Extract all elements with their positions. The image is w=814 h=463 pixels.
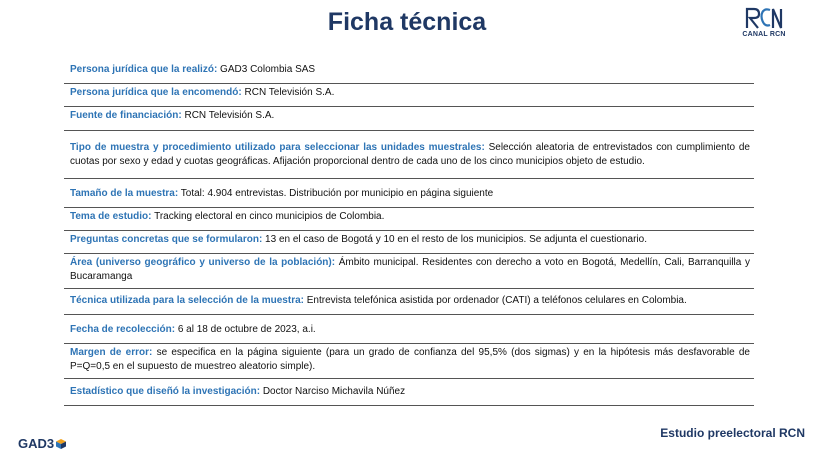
rcn-logo xyxy=(736,6,792,42)
row-value: se especifica en la página siguiente (para un grado de confianza del 95,5% (dos sigmas) y en la hipótesis más desfavorable de P=Q=0,5 en el supuesto de muestreo aleatorio simple). xyxy=(70,347,750,372)
row-label: Tipo de muestra y procedimiento utilizado para seleccionar las unidades muestrales: xyxy=(70,142,485,153)
row-label: Fecha de recolección: xyxy=(70,324,176,335)
row-value: Ámbito municipal. Residentes con derecho a voto en Bogotá, Medellín, Cali, Barranquilla y Bucaramanga xyxy=(70,257,750,282)
row-label: Persona jurídica que la encomendó: xyxy=(70,87,242,98)
row-tema xyxy=(64,208,754,231)
row-value: Total: 4.904 entrevistas. Distribución por municipio en página siguiente xyxy=(178,188,494,199)
technical-sheet-list xyxy=(64,61,754,406)
row-preguntas xyxy=(64,231,754,254)
row-value: Tracking electoral en cinco municipios de Colombia. xyxy=(151,211,385,222)
row-tamano xyxy=(64,179,754,208)
gad3-logo-text: GAD3 xyxy=(18,436,55,451)
row-tipo-muestra xyxy=(64,131,754,179)
rcn-logo-caption: CANAL RCN xyxy=(742,31,786,38)
cube-icon xyxy=(55,438,67,450)
row-label: Tamaño de la muestra: xyxy=(70,188,179,199)
row-value: Entrevista telefónica asistida por ordenador (CATI) a teléfonos celulares en Colombia. xyxy=(303,295,687,306)
row-label: Área (universo geográfico y universo de la población): xyxy=(70,257,336,268)
row-financiacion xyxy=(64,107,754,131)
row-estadistico xyxy=(64,379,754,406)
row-area xyxy=(64,254,754,289)
row-value: GAD3 Colombia SAS xyxy=(217,64,316,75)
row-margen-error xyxy=(64,344,754,379)
study-name: Estudio preelectoral RCN xyxy=(660,426,805,440)
row-label: Margen de error: xyxy=(70,347,153,358)
page-title: Ficha técnica xyxy=(327,8,487,36)
row-label: Preguntas concretas que se formularon: xyxy=(70,234,263,245)
row-value: 13 en el caso de Bogotá y 10 en el resto de los municipios. Se adjunta el cuestionario. xyxy=(262,234,647,245)
row-label: Estadístico que diseñó la investigación: xyxy=(70,386,261,397)
rcn-logo-icon xyxy=(744,6,784,30)
row-value: Selección aleatoria de entrevistados con cumplimiento de cuotas por sexo y edad y cuotas geográficas. Afijación proporcional dentro de cada uno de los cinco municipios objeto de estudio. xyxy=(70,142,750,167)
row-value: RCN Televisión S.A. xyxy=(241,87,335,98)
row-fecha xyxy=(64,315,754,344)
row-value: 6 al 18 de octubre de 2023, a.i. xyxy=(175,324,316,335)
gad3-logo xyxy=(18,436,67,451)
row-tecnica xyxy=(64,289,754,315)
row-label: Persona jurídica que la realizó: xyxy=(70,64,218,75)
row-label: Tema de estudio: xyxy=(70,211,152,222)
row-realizo xyxy=(64,61,754,84)
row-label: Fuente de financiación: xyxy=(70,110,182,121)
row-value: Doctor Narciso Michavila Núñez xyxy=(260,386,406,397)
row-encomendo xyxy=(64,84,754,107)
row-label: Técnica utilizada para la selección de la muestra: xyxy=(70,295,304,306)
row-value: RCN Televisión S.A. xyxy=(181,110,275,121)
